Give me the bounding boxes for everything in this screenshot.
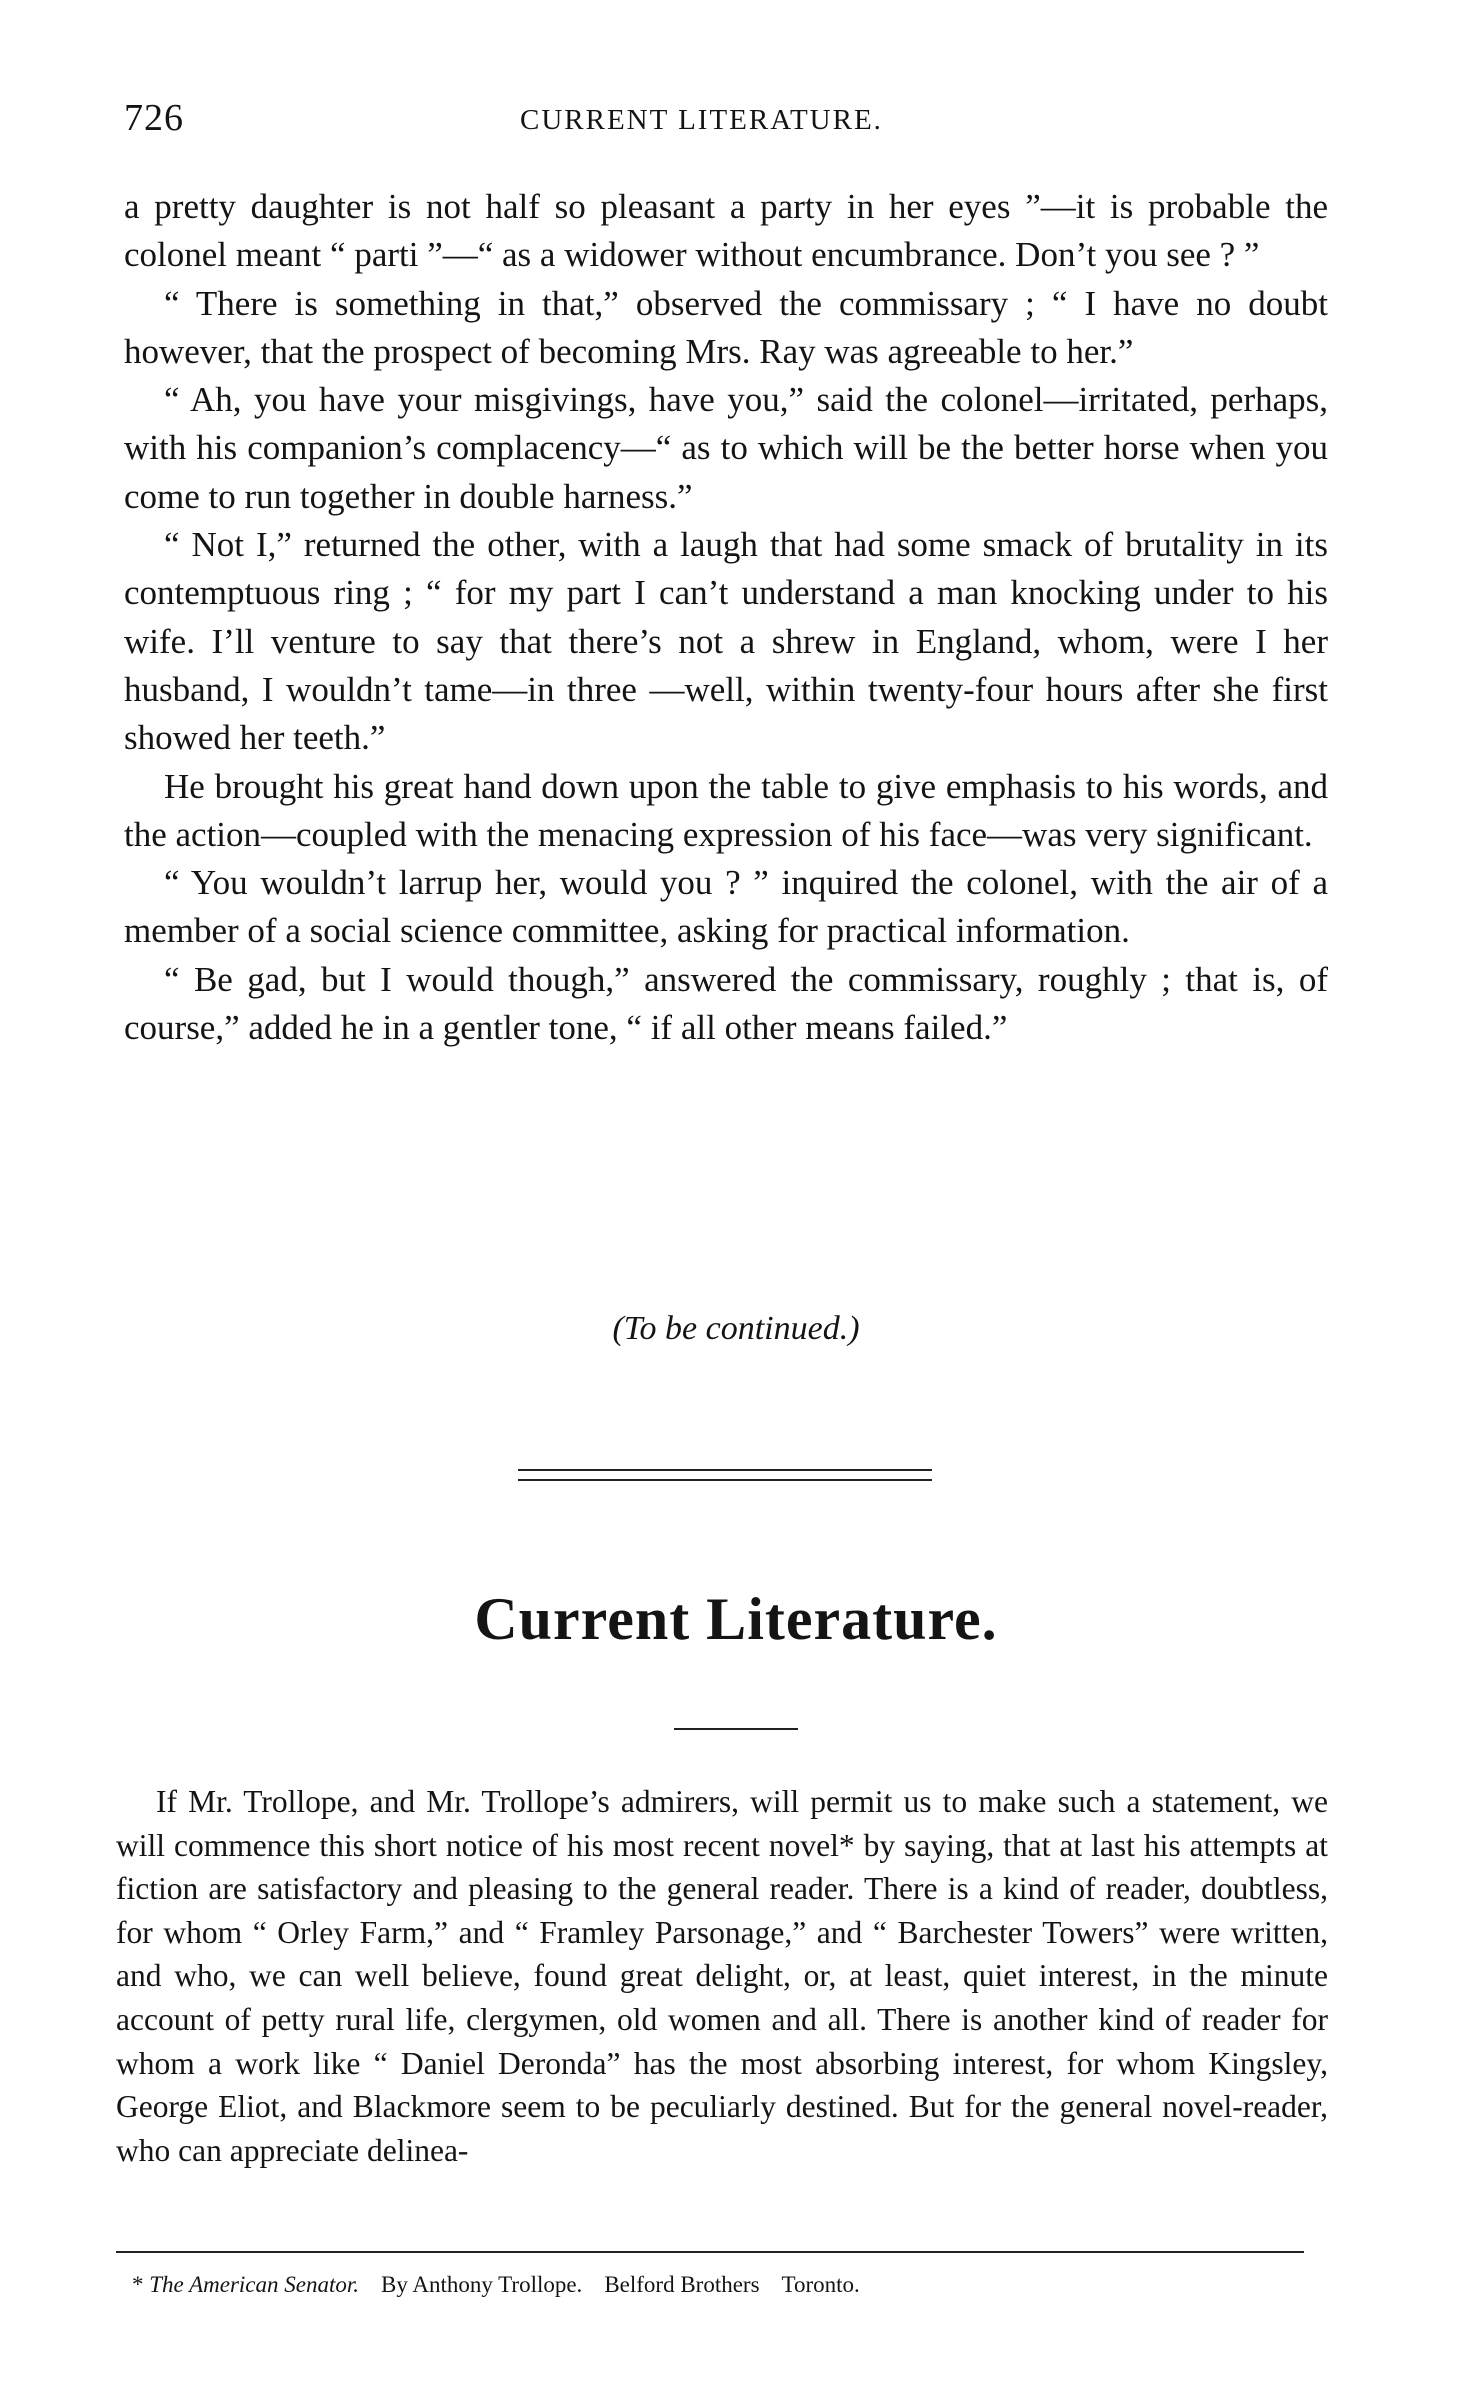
running-head: CURRENT LITERATURE.: [520, 104, 883, 136]
footnote-marker: *: [132, 2272, 144, 2297]
story-paragraph: “ Not I,” returned the other, with a laugh that had some smack of brutality in its contemptuous ring ; “ for my part I can’t understand a man knocking under to his wife. I’ll venture to say that there’s not a shrew in England, whom, were I her husband, I wouldn’t tame—in three —well, within twenty-four hours after she first showed her teeth.”: [124, 525, 1328, 758]
footnote: [132, 2272, 860, 2298]
story-paragraph: “ You wouldn’t larrup her, would you ? ” inquired the colonel, with the air of a member of a social science committee, asking for practical information.: [124, 863, 1328, 951]
story-text: [124, 183, 1328, 1052]
story-paragraph: “ Be gad, but I would though,” answered the commissary, roughly ; that is, of course,” added he in a gentler tone, “ if all other means failed.”: [124, 959, 1328, 1048]
section-title: Current Literature.: [474, 1586, 998, 1652]
review-text: [116, 1780, 1328, 2172]
footnote-publisher: Belford Brothers: [604, 2272, 760, 2297]
section-divider-top-rule: [518, 1469, 932, 1471]
page-number: 726: [124, 97, 184, 139]
section-divider-bottom-rule: [518, 1479, 932, 1481]
page-header: [0, 96, 1472, 146]
title-underline-rule: [674, 1728, 798, 1730]
to-be-continued-note: (To be continued.): [612, 1310, 860, 1347]
footnote-author: By Anthony Trollope.: [381, 2272, 583, 2297]
story-paragraph: “ Ah, you have your misgivings, have you,” said the colonel—irritated, perhaps, with his companion’s complacency—“ as to which will be the better horse when you come to run together in double harness.”: [124, 380, 1328, 516]
footnote-rule: [116, 2251, 1304, 2253]
review-paragraph: If Mr. Trollope, and Mr. Trollope’s admirers, will permit us to make such a statement, we will commence this short notice of his most recent novel* by saying, that at last his attempts at fiction are satisfactory and pleasing to the general reader. There is a kind of reader, doubtless, for whom “ Orley Farm,” and “ Framley Parsonage,” and “ Barchester Towers” were written, and who, we can well believe, found great delight, or, at least, quiet interest, in the minute account of petty rural life, clergymen, old women and all. There is another kind of reader for whom a work like “ Daniel Deronda” has the most absorbing interest, for whom Kingsley, George Eliot, and Blackmore seem to be peculiarly destined. But for the general novel-reader, who can appreciate delinea-: [116, 1784, 1328, 2168]
footnote-book-title: The American Senator.: [149, 2272, 360, 2297]
footnote-place: Toronto.: [781, 2272, 860, 2297]
story-paragraph: He brought his great hand down upon the table to give emphasis to his words, and the action—coupled with the menacing expression of his face—was very significant.: [124, 766, 1328, 854]
story-paragraph: “ There is something in that,” observed the commissary ; “ I have no doubt however, that the prospect of becoming Mrs. Ray was agreeable to her.”: [124, 283, 1328, 371]
story-paragraph: a pretty daughter is not half so pleasant a party in her eyes ”—it is probable the colonel meant “ parti ”—“ as a widower without encumbrance. Don’t you see ? ”: [124, 187, 1328, 275]
